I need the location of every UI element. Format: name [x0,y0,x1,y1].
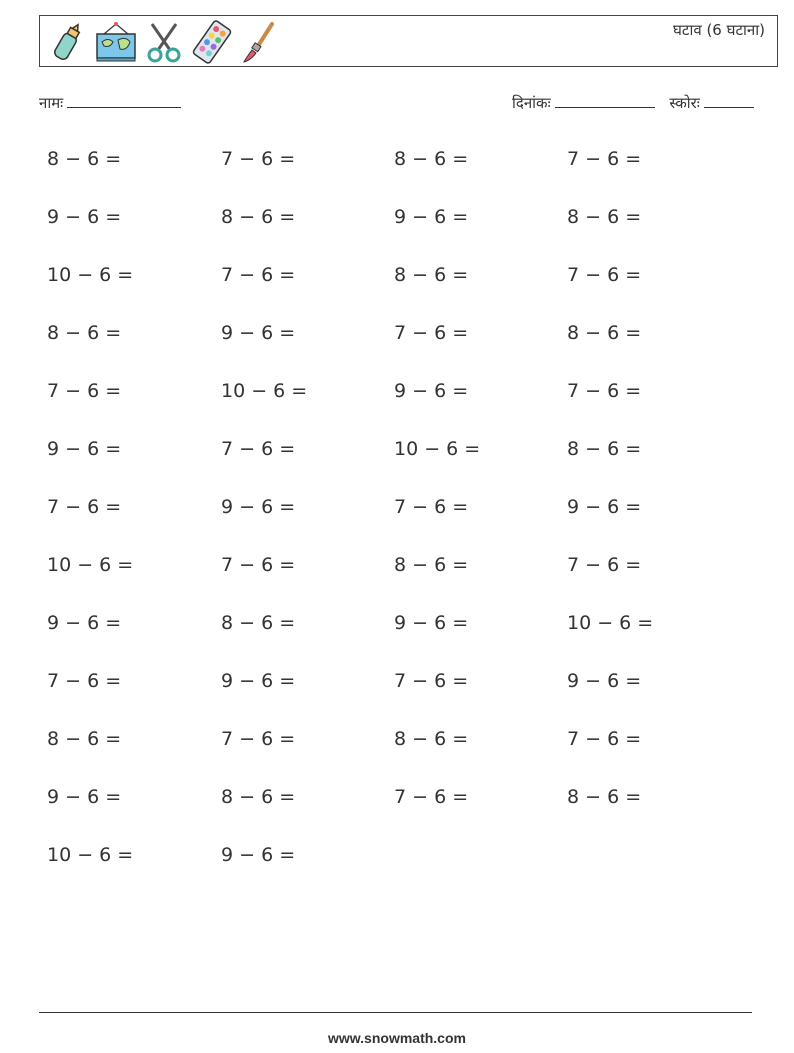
scissors-icon [142,20,186,64]
problem-item: 9 − 6 = [394,612,469,634]
problem-item: 7 − 6 = [567,148,642,170]
paintbrush-icon [238,20,282,64]
problem-item: 8 − 6 = [394,728,469,750]
worksheet-header [39,15,778,67]
problem-item: 8 − 6 = [394,148,469,170]
problem-item: 9 − 6 = [221,496,296,518]
problem-item: 9 − 6 = [47,612,122,634]
problem-item: 10 − 6 = [567,612,654,634]
problem-item: 9 − 6 = [394,380,469,402]
map-picture-icon [94,20,138,64]
problem-item: 9 − 6 = [47,206,122,228]
problem-item: 7 − 6 = [567,380,642,402]
problem-item: 9 − 6 = [221,844,296,866]
problem-item: 8 − 6 = [221,206,296,228]
problem-item: 8 − 6 = [567,322,642,344]
problem-item: 10 − 6 = [47,844,134,866]
problem-item: 8 − 6 = [567,786,642,808]
name-label: नामः [39,94,64,112]
problem-item: 7 − 6 = [567,554,642,576]
problem-item: 8 − 6 = [567,206,642,228]
name-field [39,93,181,113]
date-label: दिनांकः [512,94,551,112]
problem-item: 8 − 6 = [394,554,469,576]
glue-bottle-icon [46,20,90,64]
problem-item: 9 − 6 = [567,670,642,692]
problem-item: 7 − 6 = [394,496,469,518]
problem-item: 10 − 6 = [47,264,134,286]
problem-item: 8 − 6 = [47,322,122,344]
problem-item: 7 − 6 = [221,148,296,170]
problem-item: 9 − 6 = [47,786,122,808]
problem-item: 7 − 6 = [394,786,469,808]
problem-item: 9 − 6 = [567,496,642,518]
problem-item: 7 − 6 = [47,670,122,692]
problem-item: 7 − 6 = [47,380,122,402]
problem-item: 9 − 6 = [221,670,296,692]
date-score-fields [512,93,754,113]
score-label: स्कोरः [669,94,700,112]
problem-item: 7 − 6 = [47,496,122,518]
score-blank [704,93,754,108]
problem-item: 7 − 6 = [221,438,296,460]
header-icons [46,20,282,64]
worksheet-title: घटाव (6 घटाना) [673,21,765,39]
problem-item: 9 − 6 = [221,322,296,344]
problem-item: 8 − 6 = [221,786,296,808]
paint-palette-icon [190,20,234,64]
footer-divider [39,1012,752,1013]
problem-item: 7 − 6 = [221,554,296,576]
problem-item: 8 − 6 = [47,148,122,170]
problem-item: 10 − 6 = [394,438,481,460]
name-blank [67,93,181,108]
problem-item: 7 − 6 = [567,264,642,286]
problem-item: 7 − 6 = [567,728,642,750]
problem-item: 8 − 6 = [47,728,122,750]
problem-item: 7 − 6 = [394,322,469,344]
problem-item: 8 − 6 = [567,438,642,460]
problem-item: 9 − 6 = [47,438,122,460]
problem-item: 10 − 6 = [47,554,134,576]
footer-url: www.snowmath.com [328,1030,466,1046]
problem-item: 7 − 6 = [221,264,296,286]
date-blank [555,93,655,108]
problem-item: 9 − 6 = [394,206,469,228]
problem-item: 8 − 6 = [394,264,469,286]
problem-item: 10 − 6 = [221,380,308,402]
problem-item: 7 − 6 = [394,670,469,692]
problem-item: 7 − 6 = [221,728,296,750]
problem-item: 8 − 6 = [221,612,296,634]
